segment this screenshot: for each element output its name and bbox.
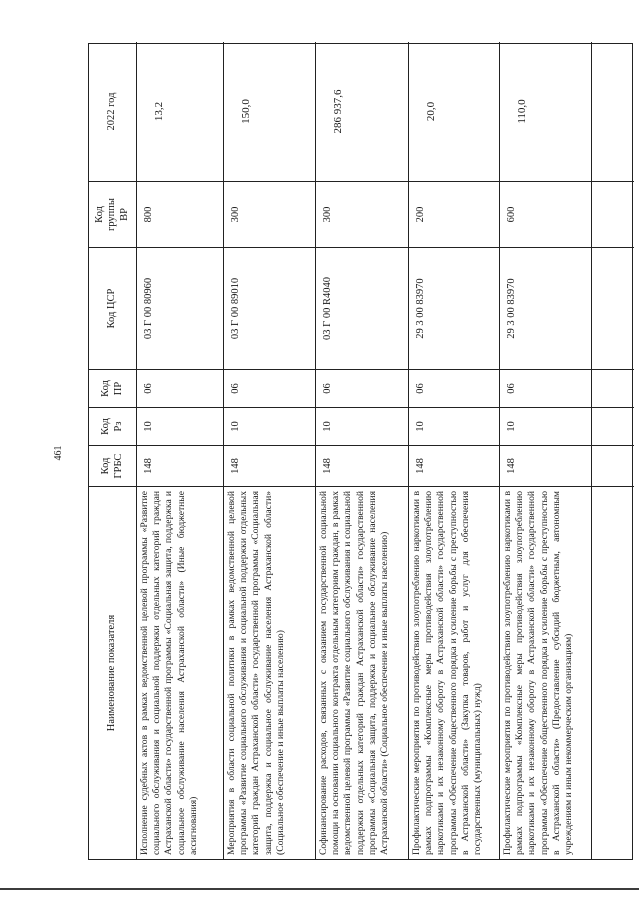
row-4-grbs: 148	[409, 445, 500, 486]
row-6-pr	[592, 369, 634, 407]
rotated-table-frame	[88, 43, 633, 860]
row-6-name	[592, 486, 634, 859]
row-1-rz: 10	[137, 407, 224, 445]
row-3-value: 286 937,6	[316, 42, 409, 181]
row-5-value: 110,0	[500, 42, 592, 181]
row-6-rz	[592, 407, 634, 445]
rotated-table-stage	[88, 43, 633, 860]
row-4-name: Профилактические мероприятия по противодействию злоупотреблению наркотиками в рамках подпрограммы «Комплексные меры противодействия злоупотреблению наркотиками и их незаконному обороту в Астраханской области» государственной программы «Обеспечение общественного порядка и усиление борьбы с преступностью в Астраханской области» (Закупка товаров, работ и услуг для обеспечения государственных (муниципальных) нужд)	[409, 486, 500, 859]
row-5-rz: 10	[500, 407, 592, 445]
row-1-pr: 06	[137, 369, 224, 407]
bottom-rule	[0, 888, 639, 890]
row-4-rz: 10	[409, 407, 500, 445]
row-2-pr: 06	[224, 369, 316, 407]
row-5-grbs: 148	[500, 445, 592, 486]
row-4-value: 20,0	[409, 42, 500, 181]
row-4-pr: 06	[409, 369, 500, 407]
budget-table	[88, 43, 633, 860]
row-6-grbs	[592, 445, 634, 486]
row-6-vr	[592, 181, 634, 247]
row-3-csr: 03 Г 00 R4040	[316, 247, 409, 369]
row-1-csr: 03 Г 00 80960	[137, 247, 224, 369]
row-6-value	[592, 42, 634, 181]
header-year: 2022 год	[89, 42, 137, 181]
page-number: 461	[53, 445, 64, 461]
row-2-value: 150,0	[224, 42, 316, 181]
header-vr: Код группы ВР	[89, 181, 137, 247]
row-2-csr: 03 Г 00 89010	[224, 247, 316, 369]
header-csr: Код ЦСР	[89, 247, 137, 369]
header-name: Наименование показателя	[89, 486, 137, 859]
row-3-rz: 10	[316, 407, 409, 445]
header-grbs: Код ГРБС	[89, 445, 137, 486]
row-5-vr: 600	[500, 181, 592, 247]
row-1-grbs: 148	[137, 445, 224, 486]
row-6-csr	[592, 247, 634, 369]
row-3-pr: 06	[316, 369, 409, 407]
row-5-pr: 06	[500, 369, 592, 407]
row-1-vr: 800	[137, 181, 224, 247]
row-2-name: Мероприятия в области социальной политики в рамках ведомственной целевой программы «Развитие социального обслуживания и социальной поддержки отдельных категорий граждан Астраханской области» государственной программы «Социальная защита, поддержка и социальное обслуживание населения Астраханской области» (Социальное обеспечение и иные выплаты населению)	[224, 486, 316, 859]
row-4-vr: 200	[409, 181, 500, 247]
header-pr: Код ПР	[89, 369, 137, 407]
row-3-name: Софинансирование расходов, связанных с оказанием государственной социальной помощи на основании социального контракта отдельным категориям граждан, в рамках ведомственной целевой программы «Развитие социального обслуживания и социальной поддержки отдельных категорий граждан Астраханской области» государственной программы «Социальная защита, поддержка и социальное обслуживание населения Астраханской области» (Социальное обеспечение и иные выплаты населению)	[316, 486, 409, 859]
row-2-rz: 10	[224, 407, 316, 445]
row-3-vr: 300	[316, 181, 409, 247]
row-4-csr: 29 3 00 83970	[409, 247, 500, 369]
header-rz: Код Рз	[89, 407, 137, 445]
row-5-csr: 29 3 00 83970	[500, 247, 592, 369]
row-1-value: 13,2	[137, 42, 224, 181]
row-2-grbs: 148	[224, 445, 316, 486]
row-5-name: Профилактические мероприятия по противодействию злоупотреблению наркотиками в рамках подпрограммы «Комплексные меры противодействия злоупотреблению наркотиками и их незаконному обороту в Астраханской области» государственной программы «Обеспечение общественного порядка и усиление борьбы с преступностью в Астраханской области» (Предоставление субсидий бюджетным, автономным учреждениям и иным некоммерческим организациям)	[500, 486, 592, 859]
row-3-grbs: 148	[316, 445, 409, 486]
row-1-name: Исполнение судебных актов в рамках ведомственной целевой программы «Развитие социального обслуживания и социальной поддержки отдельных категорий граждан Астраханской области» государственной программы «Социальная защита, поддержка и социальное обслуживание населения Астраханской области» (Иные бюджетные ассигнования)	[137, 486, 224, 859]
row-2-vr: 300	[224, 181, 316, 247]
